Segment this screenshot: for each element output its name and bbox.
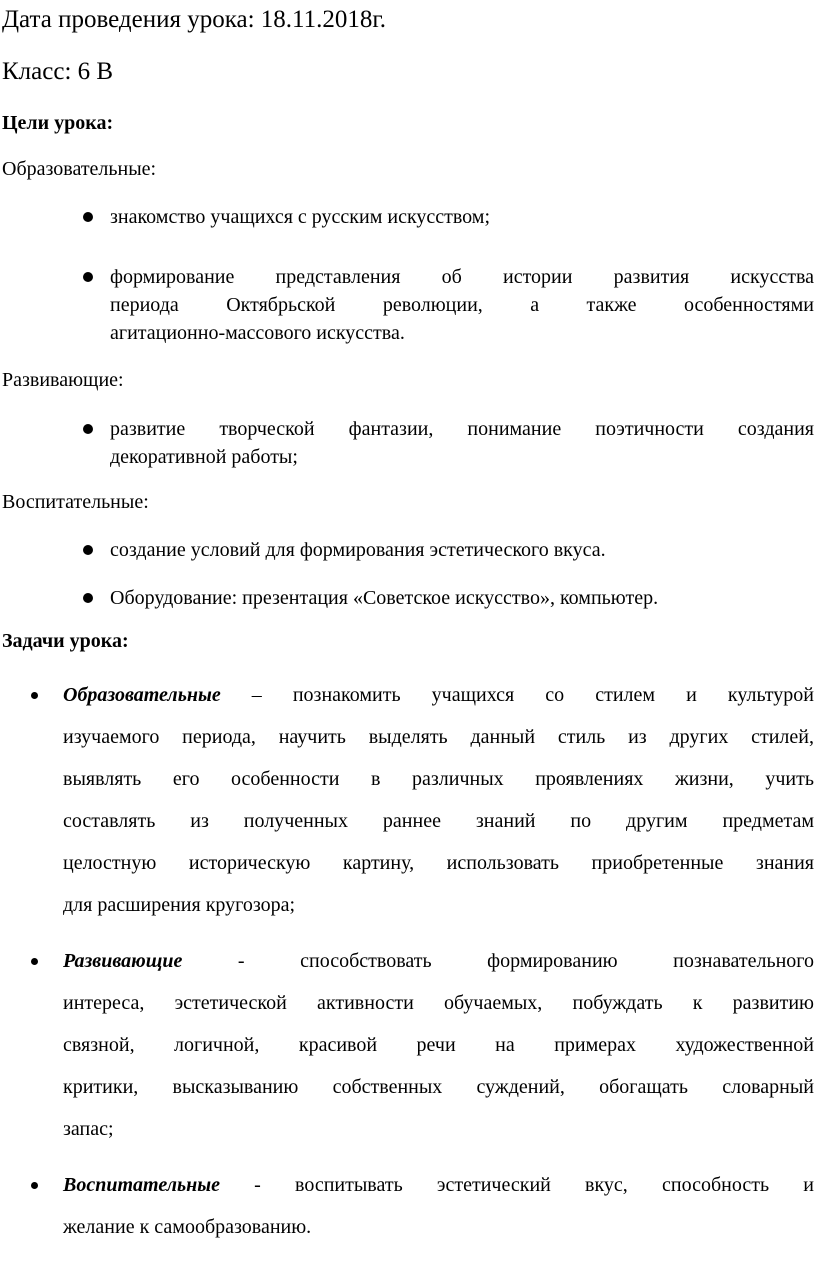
text-line: Образовательные – познакомить учащихся со стилем и культурой xyxy=(63,684,814,706)
goals-title: Цели урока: xyxy=(2,112,114,134)
equipment-line xyxy=(110,584,814,612)
task-heading: Воспитательные xyxy=(63,1174,220,1196)
bullet-icon xyxy=(31,1182,38,1189)
text-line: Оборудование: презентация «Советское искусство», компьютер. xyxy=(110,587,659,609)
text-line: запас; xyxy=(63,1118,114,1140)
text-line: желание к самообразованию. xyxy=(63,1216,312,1238)
text-line: создание условий для формирования эстетического вкуса. xyxy=(110,539,606,561)
task-developing xyxy=(63,940,814,1150)
bullet-icon xyxy=(83,593,93,603)
educational-goal-1 xyxy=(110,203,814,231)
text-line: агитационно-массового искусства. xyxy=(110,322,405,344)
task-heading: Образовательные xyxy=(63,684,221,706)
bullet-icon xyxy=(31,692,38,699)
text-line: составлять из полученных раннее знаний по другим предметам xyxy=(63,810,814,832)
text-line: критики, высказыванию собственных суждений, обогащать словарный xyxy=(63,1076,814,1098)
developing-label: Развивающие: xyxy=(2,369,124,391)
task-upbringing xyxy=(63,1164,814,1248)
text-line: интереса, эстетической активности обучаемых, побуждать к развитию xyxy=(63,992,814,1014)
text-line: изучаемого периода, научить выделять данный стиль из других стилей, xyxy=(63,726,814,748)
text-line: целостную историческую картину, использовать приобретенные знания xyxy=(63,852,814,874)
text-line: периода Октябрьской революции, а также особенностями xyxy=(110,294,814,316)
bullet-icon xyxy=(83,212,93,222)
educational-label: Образовательные: xyxy=(2,158,157,180)
text-line: связной, логичной, красивой речи на примерах художественной xyxy=(63,1034,814,1056)
text-line: Воспитательные - воспитывать эстетический вкус, способность и xyxy=(63,1174,814,1196)
text-line: формирование представления об истории развития искусства xyxy=(110,266,814,288)
tasks-title: Задачи урока: xyxy=(2,630,129,652)
text-line: Развивающие - способствовать формированию познавательного xyxy=(63,950,814,972)
task-educational xyxy=(63,674,814,926)
text-line: выявлять его особенности в различных проявлениях жизни, учить xyxy=(63,768,814,790)
class-name: Класс: 6 В xyxy=(2,58,114,85)
text-line: для расширения кругозора; xyxy=(63,894,296,916)
text-line: декоративной работы; xyxy=(110,446,298,468)
bullet-icon xyxy=(83,424,93,434)
educational-goal-2 xyxy=(110,263,814,347)
bullet-icon xyxy=(31,958,38,965)
text-line: знакомство учащихся с русским искусством; xyxy=(110,206,491,228)
upbringing-goal-1 xyxy=(110,536,814,564)
lesson-date: Дата проведения урока: 18.11.2018г. xyxy=(2,6,387,33)
bullet-icon xyxy=(83,272,93,282)
text-line: развитие творческой фантазии, понимание поэтичности создания xyxy=(110,418,814,440)
task-heading: Развивающие xyxy=(63,950,183,972)
developing-goal-1 xyxy=(110,415,814,471)
bullet-icon xyxy=(83,545,93,555)
upbringing-label: Воспитательные: xyxy=(2,491,149,513)
